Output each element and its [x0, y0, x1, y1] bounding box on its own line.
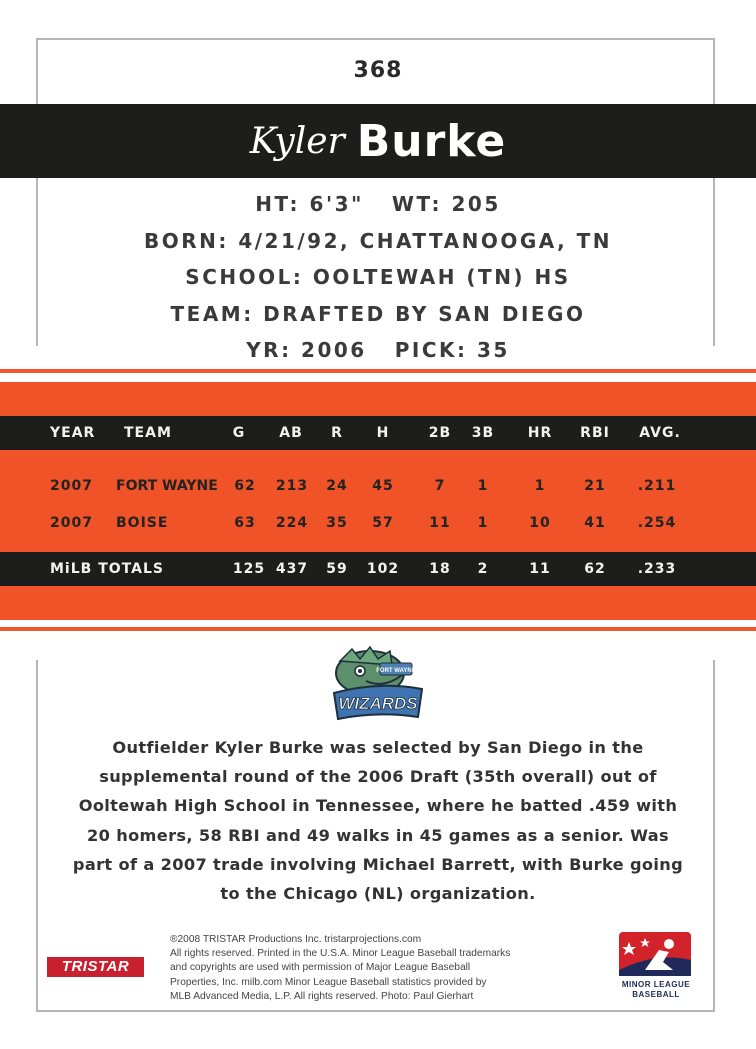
row2-avg: .254: [637, 515, 677, 531]
header-team: TEAM: [124, 425, 172, 441]
row2-3b: 1: [477, 515, 489, 531]
bio-height-weight: [0, 186, 756, 223]
player-blurb: [40, 733, 716, 908]
bio-draft: [0, 332, 756, 369]
row2-ab: 224: [275, 515, 309, 531]
player-name-band: [0, 104, 756, 178]
logo-text: WIZARDS: [338, 694, 418, 713]
pick-label: PICK:: [394, 338, 468, 362]
totals-2b: 18: [429, 561, 451, 577]
totals-rbi: 62: [584, 561, 606, 577]
header-h: H: [376, 425, 390, 441]
row2-r: 35: [326, 515, 348, 531]
totals-hr: 11: [529, 561, 551, 577]
wizards-team-logo-icon: [330, 645, 426, 725]
stats-header-row: [0, 416, 756, 450]
row2-h: 57: [372, 515, 394, 531]
blurb-line: supplemental round of the 2006 Draft (35th overall) out of: [99, 767, 657, 787]
weight-value: 205: [451, 192, 501, 216]
legal-text: [170, 933, 610, 1004]
row1-year: 2007: [50, 478, 93, 494]
totals-h: 102: [366, 561, 400, 577]
header-avg: AVG.: [639, 425, 681, 441]
row1-3b: 1: [477, 478, 489, 494]
bio-school: SCHOOL: OOLTEWAH (TN) HS: [185, 265, 571, 289]
height-label: HT:: [255, 192, 301, 216]
blurb-line: 20 homers, 58 RBI and 49 walks in 45 games as a senior. Was: [87, 825, 669, 845]
totals-avg: .233: [637, 561, 677, 577]
legal-line: ®2008 TRISTAR Productions Inc. tristarprojections.com: [170, 934, 422, 945]
player-bio: [0, 186, 756, 369]
row2-year: 2007: [50, 515, 93, 531]
totals-3b: 2: [477, 561, 489, 577]
header-g: G: [232, 425, 246, 441]
blurb-line: part of a 2007 trade involving Michael Barrett, with Burke going: [72, 854, 684, 874]
legal-line: All rights reserved. Printed in the U.S.A. Minor League Baseball trademarks: [170, 948, 511, 960]
totals-r: 59: [326, 561, 348, 577]
row1-avg: .211: [637, 478, 677, 494]
logo-small-text: FORT WAYNE: [376, 668, 416, 674]
year-value: 2006: [301, 338, 367, 362]
frame-top-line: [36, 38, 715, 40]
header-r: R: [331, 425, 343, 441]
bio-born: BORN: 4/21/92, CHATTANOOGA, TN: [143, 228, 613, 253]
milb-logo-graphic: [615, 930, 697, 980]
header-year: YEAR: [50, 425, 96, 441]
player-first-name: Kyler: [249, 120, 345, 162]
row2-g: 63: [234, 515, 256, 531]
bio-team: TEAM: DRAFTED BY SAN DIEGO: [170, 301, 586, 326]
totals-ab: 437: [275, 561, 309, 577]
row1-g: 62: [234, 478, 256, 494]
totals-label: MiLB TOTALS: [50, 561, 164, 577]
pick-value: 35: [476, 338, 510, 362]
height-value: 6'3": [309, 192, 364, 216]
row1-ab: 213: [275, 478, 309, 494]
row1-team: FORT WAYNE: [116, 478, 218, 494]
row2-team: BOISE: [116, 515, 169, 531]
row1-hr: 1: [534, 478, 546, 494]
frame-left-line-bottom: [36, 660, 38, 1012]
orange-stripe-top: [0, 369, 756, 373]
player-last-name: Burke: [356, 115, 507, 167]
blurb-line: Ooltewah High School in Tennessee, where he batted .459 with: [78, 796, 678, 816]
blurb-line: Outfielder Kyler Burke was selected by San Diego in the: [112, 738, 644, 757]
header-rbi: RBI: [580, 425, 610, 441]
tristar-logo-icon: TRISTAR: [47, 957, 144, 977]
legal-line: Properties, Inc. milb.com Minor League Baseball statistics provided by: [170, 976, 487, 988]
row1-2b: 7: [434, 478, 446, 494]
frame-bottom-line: [36, 1010, 715, 1012]
stats-totals-row: [0, 552, 756, 586]
milb-logo-text: [612, 980, 700, 1000]
weight-label: WT:: [391, 192, 443, 216]
card-number: 368: [353, 58, 403, 83]
wizards-logo-graphic: [330, 645, 426, 725]
header-hr: HR: [527, 425, 553, 441]
blurb-line: to the Chicago (NL) organization.: [220, 884, 536, 904]
legal-line: and copyrights are used with permission of Major League Baseball: [170, 962, 471, 974]
totals-g: 125: [232, 561, 266, 577]
row2-2b: 11: [429, 515, 451, 531]
milb-line2: BASEBALL: [632, 990, 680, 999]
year-label: YR:: [246, 338, 292, 362]
header-2b: 2B: [428, 425, 452, 441]
header-ab: AB: [279, 425, 303, 441]
legal-line: MLB Advanced Media, L.P. All rights reserved. Photo: Paul Gierhart: [170, 990, 474, 1002]
milb-line1: MINOR LEAGUE: [621, 980, 691, 989]
row2-hr: 10: [529, 515, 551, 531]
header-3b: 3B: [471, 425, 495, 441]
orange-stripe-bottom: [0, 627, 756, 631]
row1-h: 45: [372, 478, 394, 494]
row2-rbi: 41: [584, 515, 606, 531]
row1-rbi: 21: [584, 478, 606, 494]
row1-r: 24: [326, 478, 348, 494]
